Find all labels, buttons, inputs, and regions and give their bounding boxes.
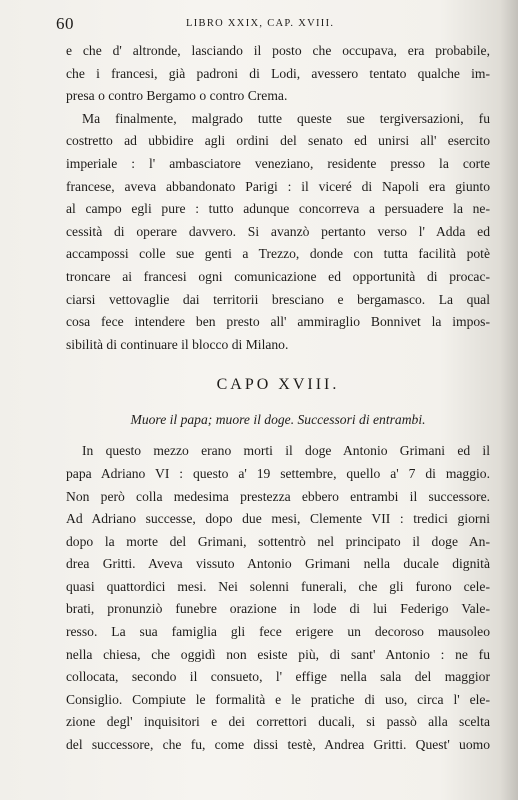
page-number: 60 — [56, 14, 74, 33]
text-line: zione degl' inquisitori e dei correttori ducali, si passò alla scelta — [66, 714, 490, 730]
text-line: imperiale : l' ambasciatore veneziano, residente presso la corte — [66, 155, 490, 171]
text-line: costretto ad ubbidire agli ordini del senato ed unirsi all' esercito — [66, 133, 490, 149]
text-line: cosa fece intendere ben presto all' ammiraglio Bonnivet la impos- — [66, 314, 490, 330]
text-line: troncare ai francesi ogni comunicazione ed opportunità di procac- — [66, 268, 490, 284]
paragraph — [66, 108, 490, 357]
text-line: In questo mezzo erano morti il doge Antonio Grimani ed il — [82, 443, 490, 459]
text-line: ciarsi vettovaglie dai territorii bresciano e bergamasco. La qual — [66, 291, 490, 307]
text-line: drea Gritti. Aveva vissuto Antonio Grimani nella ducale dignità — [66, 556, 490, 572]
text-line: Consiglio. Compiute le formalità e le pratiche di uso, circa l' ele- — [66, 691, 490, 707]
text-line: francese, aveva abbandonato Parigi : il viceré di Napoli era giunto — [66, 178, 490, 194]
text-line: Non però colla medesima prestezza ebbero entrambi il successore. — [66, 488, 490, 504]
text-line: accampossi colle sue genti a Trezzo, donde con tutta facilità potè — [66, 246, 490, 262]
text-line: brati, pronunziò funebre orazione in lode di lui Federigo Vale- — [66, 601, 490, 617]
text-line: Ad Adriano successe, dopo due mesi, Clemente VII : tredici giorni — [66, 511, 490, 527]
text-line: collocata, secondo il consueto, l' effige nella sala del maggior — [66, 669, 490, 685]
text-line: presa o contro Bergamo o contro Crema. — [66, 88, 288, 104]
text-line: nella chiesa, che oggidì non esiste più, di sant' Antonio : ne fu — [66, 646, 490, 662]
text-line: quasi quattordici mesi. Nei solenni funerali, che gli furono cele- — [66, 578, 490, 594]
text-line: cessità di operare davvero. Si avanzò pertanto verso l' Adda ed — [66, 223, 490, 239]
running-head: LIBRO XXIX, CAP. XVIII. — [186, 18, 335, 29]
page-edge-shadow — [500, 0, 518, 800]
chapter-title: CAPO XVIII. — [216, 376, 340, 394]
text-line: Ma finalmente, malgrado tutte queste sue tergiversazioni, fu — [82, 110, 490, 126]
text-line: resso. La sua famiglia gli fece erigere un decoroso mausoleo — [66, 624, 490, 640]
paragraph-continued — [66, 40, 490, 108]
text-line: sibilità di continuare il blocco di Milano. — [66, 336, 289, 352]
body-text — [66, 40, 490, 757]
page-header — [56, 14, 488, 36]
chapter-subtitle: Muore il papa; muore il doge. Successori di entrambi. — [130, 412, 426, 428]
paragraph — [66, 440, 490, 756]
text-line: che i francesi, già padroni di Lodi, avessero tentato qualche im- — [66, 65, 490, 81]
text-line: del successore, che fu, come dissi testè, Andrea Gritti. Quest' uomo — [66, 737, 490, 753]
text-line: dopo la morte del Grimani, sottentrò nel principato il doge An- — [66, 533, 490, 549]
text-line: al campo egli pure : tutto adunque concorreva a persuadere la ne- — [66, 201, 490, 217]
text-line: papa Adriano VI : questo a' 19 settembre, quello a' 7 di maggio. — [66, 465, 490, 481]
text-line: e che d' altronde, lasciando il posto che occupava, era probabile, — [66, 43, 490, 58]
